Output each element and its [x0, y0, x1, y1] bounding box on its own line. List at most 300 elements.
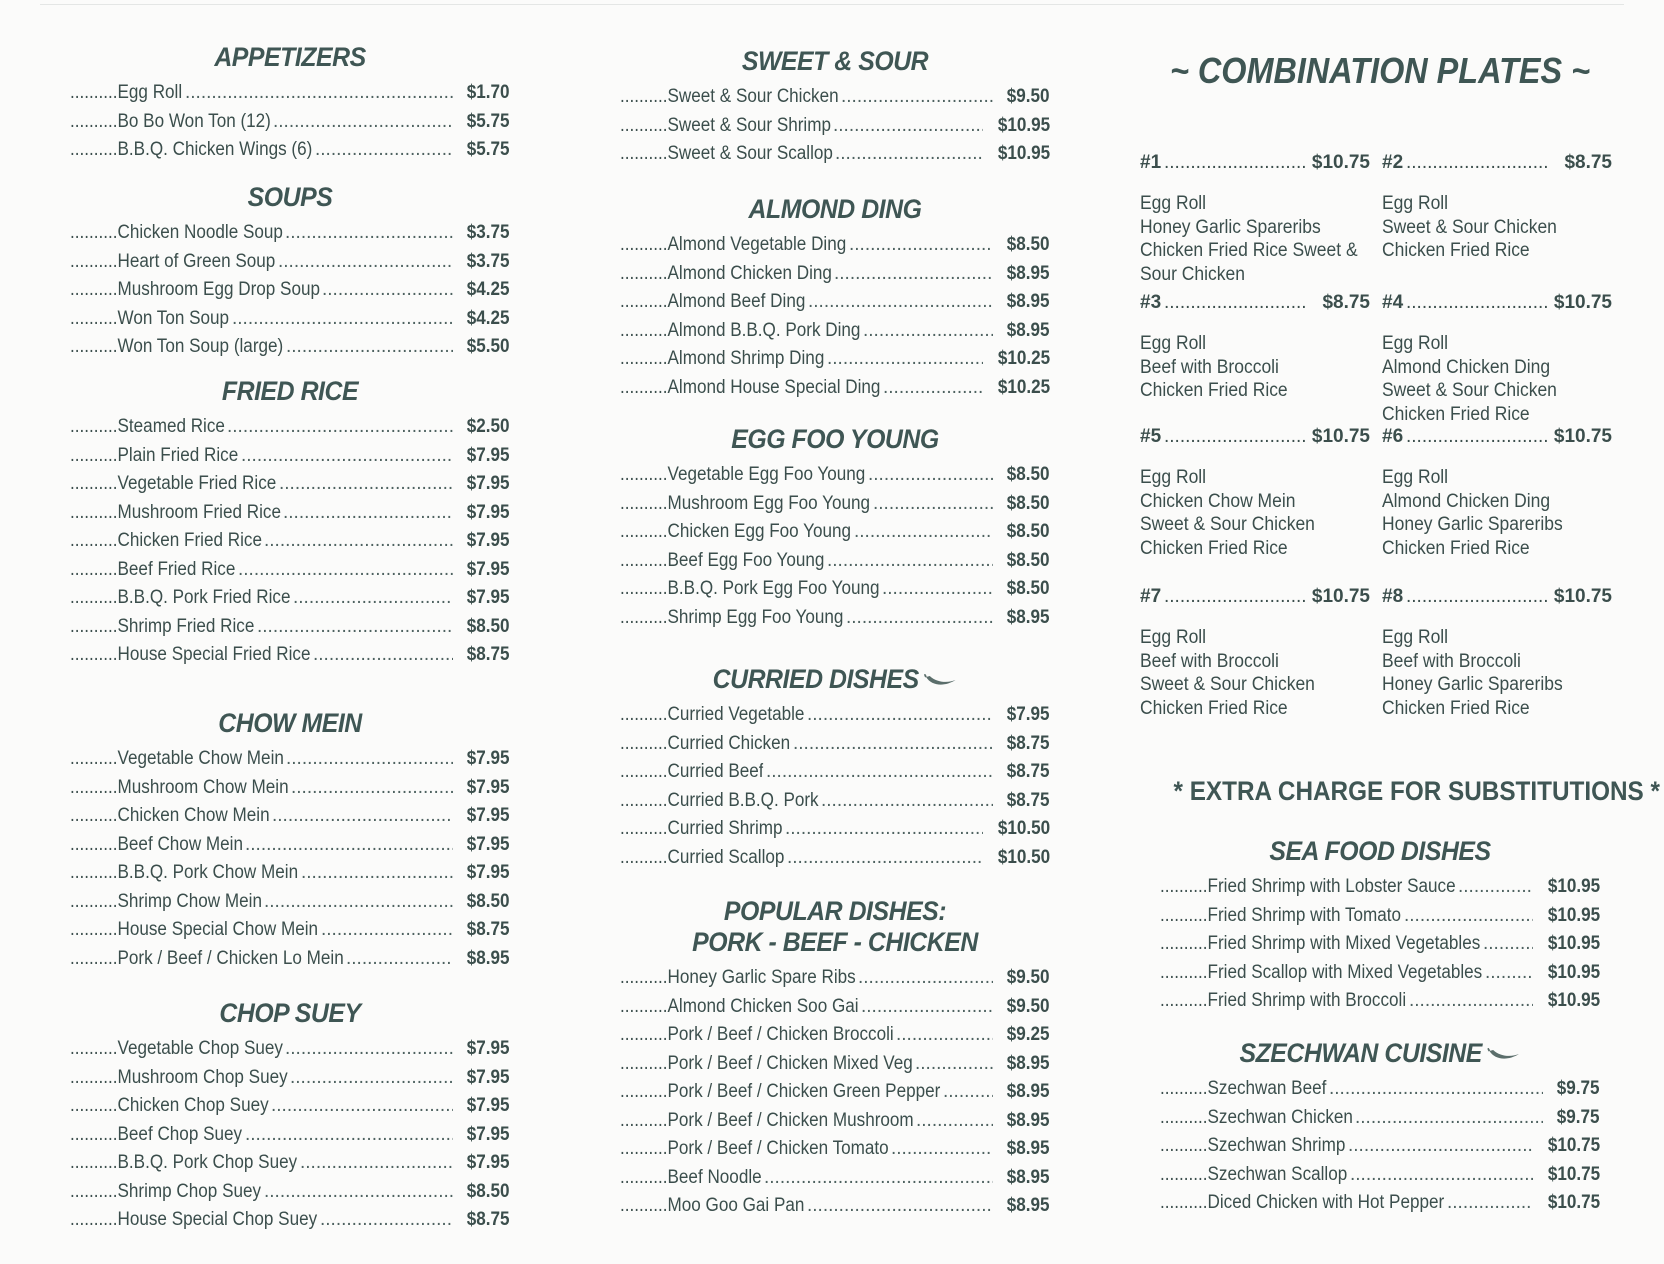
dot-leader: [322, 276, 453, 305]
combination-plate: [1140, 290, 1370, 403]
menu-item-price: $7.95: [467, 501, 510, 523]
menu-item: [1160, 1161, 1600, 1190]
menu-item-name: ..... Bo Bo Won Ton (12): [70, 108, 271, 137]
menu-item-price: $10.75: [1547, 1192, 1600, 1213]
plate-line: Sweet & Sour Chicken: [1140, 514, 1315, 535]
menu-item: [70, 859, 510, 888]
menu-item-price: $10.95: [1547, 876, 1600, 897]
section-title: FRIED RICE: [221, 376, 359, 406]
menu-item-price: $7.95: [467, 748, 510, 769]
dot-leader: [286, 333, 453, 362]
plate-header: [1140, 584, 1370, 610]
menu-item: [1160, 987, 1600, 1016]
menu-item: [1160, 930, 1600, 959]
dot-leader: [245, 831, 453, 860]
menu-item-price: $2.50: [467, 416, 510, 437]
menu-item-name: ..... Heart of Green Soup: [70, 248, 275, 277]
dot-leader: [238, 556, 453, 585]
combination-plate: [1382, 290, 1612, 426]
plate-price: $10.75: [1553, 586, 1612, 607]
menu-item: [70, 79, 510, 108]
menu-item: [620, 604, 1050, 633]
menu-item-name: ..... Pork / Beef / Chicken Mixed Veg: [620, 1050, 913, 1079]
plate-line: Beef with Broccoli: [1382, 650, 1521, 672]
plate-contents: [1140, 332, 1352, 403]
plate-line: Egg Roll: [1140, 333, 1207, 354]
menu-item-list: [620, 964, 1050, 1221]
dot-leader: [1164, 424, 1306, 450]
menu-item: [620, 288, 1050, 317]
dot-leader: [873, 490, 993, 519]
menu-item: [70, 1149, 510, 1178]
dot-leader: [1406, 150, 1548, 176]
plate-price: $10.75: [1311, 152, 1370, 173]
section-title: [1178, 1038, 1583, 1069]
plate-contents: [1140, 626, 1352, 720]
dot-leader: [883, 374, 983, 403]
dot-leader: [264, 527, 453, 556]
menu-item-price: $9.75: [1557, 1106, 1600, 1128]
plate-number: #3: [1140, 292, 1162, 313]
dot-leader: [1447, 1189, 1533, 1218]
menu-item-price: $8.95: [1007, 1138, 1050, 1159]
dot-leader: [286, 745, 453, 774]
menu-item-price: $9.50: [1007, 967, 1050, 988]
menu-item-price: $8.95: [1007, 319, 1050, 341]
menu-item-name: ..... Beef Chow Mein: [70, 831, 243, 860]
plate-contents: [1382, 626, 1594, 720]
dot-leader: [301, 859, 453, 888]
menu-item: [620, 547, 1050, 576]
menu-item-price: $5.75: [467, 110, 510, 132]
menu-item: [70, 1178, 510, 1207]
menu-item-name: ..... Pork / Beef / Chicken Tomato: [620, 1135, 889, 1164]
menu-item: [620, 231, 1050, 260]
plate-number: #1: [1140, 152, 1162, 173]
menu-item: [620, 701, 1050, 730]
menu-item-name: ..... B.B.Q. Pork Egg Foo Young: [620, 575, 880, 604]
plate-line: Honey Garlic Spareribs: [1382, 514, 1563, 535]
menu-item-price: $7.95: [467, 1038, 510, 1059]
menu-item: [620, 317, 1050, 346]
menu-item-name: ..... Beef Chop Suey: [70, 1121, 242, 1150]
section-title: ALMOND DING: [748, 194, 922, 224]
menu-item: [70, 219, 510, 248]
menu-item-price: $3.75: [467, 222, 510, 243]
menu-item-price: $10.95: [1547, 961, 1600, 983]
menu-item: [620, 1164, 1050, 1193]
menu-item-price: $8.50: [1007, 578, 1050, 599]
menu-item-name: ..... Mushroom Chop Suey: [70, 1064, 288, 1093]
menu-item-name: ..... Curried Shrimp: [620, 815, 783, 844]
menu-item-name: ..... Vegetable Chop Suey: [70, 1035, 283, 1064]
menu-item-name: ..... Fried Shrimp with Mixed Vegetables: [1160, 930, 1480, 959]
menu-item-price: $9.50: [1007, 86, 1050, 107]
menu-item: [70, 305, 510, 334]
chili-pepper-icon: [1487, 1048, 1520, 1062]
dot-leader: [279, 470, 453, 499]
menu-item-name: ..... Honey Garlic Spare Ribs: [620, 964, 856, 993]
dot-leader: [232, 305, 453, 334]
menu-item-name: ..... Pork / Beef / Chicken Green Pepper: [620, 1078, 940, 1107]
menu-item-price: $8.75: [1007, 732, 1050, 754]
dot-leader: [241, 442, 453, 471]
egg-foo-young-section: [620, 424, 1050, 632]
menu-item-list: [70, 413, 510, 670]
section-title: SOUPS: [247, 182, 333, 212]
menu-item-price: $4.25: [467, 307, 510, 329]
menu-item: [620, 964, 1050, 993]
dot-leader: [916, 1107, 993, 1136]
dot-leader: [1355, 1104, 1543, 1133]
menu-item: [1160, 1132, 1600, 1161]
menu-item-price: $10.25: [997, 376, 1050, 398]
plate-line: Chicken Fried Rice: [1382, 697, 1530, 719]
menu-item-price: $7.95: [467, 473, 510, 494]
menu-item: [620, 1107, 1050, 1136]
menu-item-name: ..... Diced Chicken with Hot Pepper: [1160, 1189, 1444, 1218]
menu-item-name: ..... Fried Shrimp with Broccoli: [1160, 987, 1406, 1016]
menu-item-price: $9.75: [1557, 1078, 1600, 1099]
plate-line: Chicken Fried Rice: [1140, 380, 1288, 401]
dot-leader: [915, 1050, 993, 1079]
menu-item: [70, 333, 510, 362]
menu-item-name: ..... Szechwan Beef: [1160, 1075, 1326, 1104]
menu-item: [70, 945, 510, 974]
plate-number: #8: [1382, 586, 1404, 607]
plate-number: #4: [1382, 292, 1404, 313]
dot-leader: [1348, 1132, 1533, 1161]
menu-item: [620, 83, 1050, 112]
combination-plate: [1382, 584, 1612, 720]
menu-item-price: $10.95: [1547, 904, 1600, 926]
menu-item-price: $10.25: [997, 348, 1050, 369]
menu-item-name: ..... Fried Shrimp with Tomato: [1160, 902, 1401, 931]
section-title-text: SZECHWAN CUISINE: [1239, 1038, 1482, 1068]
menu-item-name: ..... Pork / Beef / Chicken Lo Mein: [70, 945, 344, 974]
dot-leader: [807, 1192, 993, 1221]
dot-leader: [1458, 873, 1533, 902]
dot-leader: [321, 916, 453, 945]
plate-line: Egg Roll: [1382, 467, 1449, 488]
menu-item: [1160, 1189, 1600, 1218]
dot-leader: [264, 888, 453, 917]
menu-item: [620, 1021, 1050, 1050]
dot-leader: [185, 79, 453, 108]
menu-item-name: ..... Steamed Rice: [70, 413, 225, 442]
dot-leader: [834, 260, 993, 289]
menu-item: [70, 613, 510, 642]
menu-item-price: $10.50: [997, 818, 1050, 839]
menu-item-name: ..... Curried Chicken: [620, 730, 790, 759]
section-title: CHOP SUEY: [219, 998, 361, 1028]
menu-item-name: ..... Sweet & Sour Scallop: [620, 140, 833, 169]
menu-item-name: ..... Won Ton Soup: [70, 305, 229, 334]
plate-number: #7: [1140, 586, 1162, 607]
menu-item-name: ..... House Special Chop Suey: [70, 1206, 317, 1235]
menu-item-price: $7.95: [467, 805, 510, 826]
page-fold-line: [40, 4, 1624, 5]
menu-item: [620, 1135, 1050, 1164]
dot-leader: [300, 1149, 453, 1178]
menu-item: [70, 831, 510, 860]
menu-item: [1160, 959, 1600, 988]
menu-item-name: ..... Mushroom Fried Rice: [70, 499, 281, 528]
menu-item-price: $7.95: [467, 833, 510, 855]
menu-item-name: ..... B.B.Q. Pork Chow Mein: [70, 859, 298, 888]
menu-item-name: ..... Pork / Beef / Chicken Broccoli: [620, 1021, 894, 1050]
menu-item-price: $9.25: [1007, 1024, 1050, 1045]
menu-item-price: $8.95: [1007, 1052, 1050, 1074]
menu-item: [1160, 902, 1600, 931]
menu-item-price: $7.95: [467, 530, 510, 551]
dot-leader: [278, 248, 453, 277]
menu-item-name: ..... B.B.Q. Chicken Wings (6): [70, 136, 312, 165]
menu-item-price: $5.75: [467, 139, 510, 160]
plate-line: Sweet & Sour Chicken: [1382, 380, 1557, 401]
menu-item-name: ..... Plain Fried Rice: [70, 442, 238, 471]
almond-ding-section: [620, 194, 1050, 402]
plate-header: [1140, 290, 1370, 316]
section-title: EGG FOO YOUNG: [731, 424, 939, 454]
menu-item: [620, 490, 1050, 519]
menu-item: [70, 136, 510, 165]
menu-item: [620, 844, 1050, 873]
plate-price: $10.75: [1311, 586, 1370, 607]
menu-item: [620, 730, 1050, 759]
plate-price: $10.75: [1553, 292, 1612, 313]
menu-item: [70, 916, 510, 945]
menu-item-price: $8.95: [1007, 606, 1050, 628]
menu-item-name: ..... Chicken Fried Rice: [70, 527, 262, 556]
menu-item-name: ..... Beef Noodle: [620, 1164, 762, 1193]
menu-item-price: $7.95: [467, 587, 510, 608]
plate-number: #6: [1382, 426, 1404, 447]
menu-item-name: ..... House Special Chow Mein: [70, 916, 318, 945]
plate-line: Egg Roll: [1140, 627, 1207, 648]
menu-item: [620, 1078, 1050, 1107]
dot-leader: [863, 317, 993, 346]
menu-item-price: $7.95: [1007, 704, 1050, 725]
menu-item-list: [1160, 873, 1600, 1016]
menu-item-price: $10.50: [997, 846, 1050, 868]
menu-item-name: ..... Almond Shrimp Ding: [620, 345, 824, 374]
dot-leader: [1164, 584, 1306, 610]
menu-item: [1160, 1075, 1600, 1104]
menu-item: [70, 527, 510, 556]
menu-item: [620, 140, 1050, 169]
soups-section: [70, 182, 510, 362]
plate-header: [1140, 150, 1370, 176]
dot-leader: [882, 575, 993, 604]
chow-mein-section: [70, 708, 510, 973]
menu-item-price: $8.75: [467, 1209, 510, 1230]
menu-item-price: $8.95: [1007, 1109, 1050, 1131]
menu-item-list: [620, 231, 1050, 402]
menu-item-name: ..... Chicken Chow Mein: [70, 802, 270, 831]
menu-item: [70, 556, 510, 585]
dot-leader: [293, 584, 453, 613]
plate-line: Chicken Fried Rice: [1382, 240, 1530, 261]
dot-leader: [827, 547, 993, 576]
menu-item-name: ..... Fried Scallop with Mixed Vegetables: [1160, 959, 1482, 988]
menu-item: [70, 802, 510, 831]
menu-item-name: ..... Szechwan Chicken: [1160, 1104, 1353, 1133]
menu-item: [70, 1206, 510, 1235]
menu-item: [620, 518, 1050, 547]
plate-header: [1382, 424, 1612, 450]
menu-item-name: ..... Curried B.B.Q. Pork: [620, 787, 819, 816]
menu-item: [620, 345, 1050, 374]
plate-line: Egg Roll: [1382, 333, 1449, 354]
menu-item-price: $10.95: [1547, 990, 1600, 1011]
menu-item-price: $7.95: [467, 444, 510, 466]
dot-leader: [273, 108, 453, 137]
menu-item-price: $8.95: [1007, 262, 1050, 284]
dot-leader: [833, 112, 983, 141]
menu-item-price: $8.95: [1007, 291, 1050, 312]
dot-leader: [283, 499, 453, 528]
dot-leader: [271, 1092, 453, 1121]
menu-item-price: $8.75: [1007, 761, 1050, 782]
menu-item: [70, 413, 510, 442]
combination-plate: [1140, 150, 1370, 286]
plate-header: [1382, 584, 1612, 610]
dot-leader: [841, 83, 993, 112]
fried-rice-section: [70, 376, 510, 670]
menu-item: [70, 1121, 510, 1150]
section-title-line1: POPULAR DISHES:: [723, 896, 947, 926]
menu-item-price: $8.75: [1007, 789, 1050, 811]
plate-line: Egg Roll: [1382, 627, 1449, 648]
menu-item-price: $7.95: [467, 558, 510, 580]
menu-item-name: ..... Beef Fried Rice: [70, 556, 235, 585]
menu-item-price: $8.50: [1007, 464, 1050, 485]
menu-item: [620, 815, 1050, 844]
menu-item-price: $8.75: [467, 919, 510, 940]
menu-item: [70, 1092, 510, 1121]
section-title: SEA FOOD DISHES: [1269, 836, 1491, 866]
dot-leader: [285, 219, 453, 248]
dot-leader: [861, 993, 993, 1022]
plate-header: [1140, 424, 1370, 450]
plate-line: Egg Roll: [1382, 193, 1449, 214]
chop-suey-section: [70, 998, 510, 1235]
curried-dishes-section: [620, 664, 1050, 872]
dot-leader: [821, 787, 993, 816]
plate-line: Chicken Fried Rice: [1382, 403, 1530, 425]
menu-item: [70, 108, 510, 137]
menu-item-name: ..... Pork / Beef / Chicken Mushroom: [620, 1107, 914, 1136]
menu-item-name: ..... Sweet & Sour Shrimp: [620, 112, 831, 141]
menu-item: [70, 1064, 510, 1093]
chili-pepper-icon: [924, 674, 957, 688]
dot-leader: [1406, 584, 1548, 610]
menu-item: [620, 1050, 1050, 1079]
menu-item-list: [620, 83, 1050, 169]
dot-leader: [793, 730, 993, 759]
dot-leader: [227, 413, 453, 442]
dot-leader: [807, 701, 993, 730]
menu-item-name: ..... Curried Scallop: [620, 844, 784, 873]
plate-number: #2: [1382, 152, 1404, 173]
plate-line: Almond Chicken Ding: [1382, 356, 1551, 378]
plate-price: $8.75: [1322, 292, 1370, 313]
plate-price: $10.75: [1553, 426, 1612, 447]
popular-dishes-section: [620, 896, 1050, 1221]
menu-item-list: [620, 701, 1050, 872]
dot-leader: [285, 1035, 453, 1064]
dot-leader: [943, 1078, 993, 1107]
menu-item-price: $10.75: [1547, 1163, 1600, 1185]
menu-item: [70, 888, 510, 917]
menu-item-name: ..... Chicken Egg Foo Young: [620, 518, 851, 547]
dot-leader: [290, 1064, 453, 1093]
menu-item: [70, 774, 510, 803]
dot-leader: [1329, 1075, 1543, 1104]
menu-item-name: ..... Chicken Chop Suey: [70, 1092, 269, 1121]
menu-item: [70, 745, 510, 774]
menu-item-price: $5.50: [467, 336, 510, 357]
menu-item-list: [70, 79, 510, 165]
menu-item: [620, 1192, 1050, 1221]
combination-plates-title: ~ COMBINATION PLATES ~: [1169, 50, 1591, 91]
plate-line: Honey Garlic Spareribs: [1140, 216, 1321, 238]
menu-item-name: ..... Almond House Special Ding: [620, 374, 880, 403]
menu-item-price: $10.95: [997, 114, 1050, 136]
menu-item-name: ..... Egg Roll: [70, 79, 182, 108]
menu-item: [70, 499, 510, 528]
menu-item-list: [70, 745, 510, 973]
plate-line: Egg Roll: [1140, 193, 1207, 214]
menu-item-name: ..... B.B.Q. Pork Fried Rice: [70, 584, 290, 613]
plate-contents: [1382, 192, 1594, 263]
menu-item: [620, 112, 1050, 141]
plate-header: [1382, 150, 1612, 176]
dot-leader: [313, 641, 453, 670]
menu-item-name: ..... Moo Goo Gai Pan: [620, 1192, 804, 1221]
menu-item-list: [1160, 1075, 1600, 1218]
dot-leader: [787, 844, 983, 873]
dot-leader: [315, 136, 453, 165]
dot-leader: [257, 613, 453, 642]
plate-line: Almond Chicken Ding: [1382, 490, 1551, 512]
menu-item-name: ..... Mushroom Egg Foo Young: [620, 490, 870, 519]
dot-leader: [245, 1121, 453, 1150]
dot-leader: [764, 1164, 993, 1193]
menu-item: [620, 575, 1050, 604]
section-title: [637, 664, 1033, 695]
menu-item: [1160, 1104, 1600, 1133]
menu-item: [70, 442, 510, 471]
dot-leader: [846, 604, 993, 633]
menu-item-price: $10.75: [1547, 1135, 1600, 1156]
dot-leader: [291, 774, 453, 803]
menu-item-price: $7.95: [467, 1123, 510, 1145]
plate-line: Egg Roll: [1140, 467, 1207, 488]
dot-leader: [1164, 290, 1306, 316]
combination-plate: [1382, 424, 1612, 560]
menu-item-name: ..... Won Ton Soup (large): [70, 333, 283, 362]
menu-item-price: $9.50: [1007, 995, 1050, 1017]
section-title-line2: PORK - BEEF - CHICKEN: [692, 927, 978, 957]
combination-plate: [1140, 584, 1370, 720]
dot-leader: [1409, 987, 1533, 1016]
menu-item-name: ..... Shrimp Chop Suey: [70, 1178, 261, 1207]
dot-leader: [346, 945, 453, 974]
menu-item-name: ..... Curried Vegetable: [620, 701, 804, 730]
menu-item-price: $7.95: [467, 1066, 510, 1088]
